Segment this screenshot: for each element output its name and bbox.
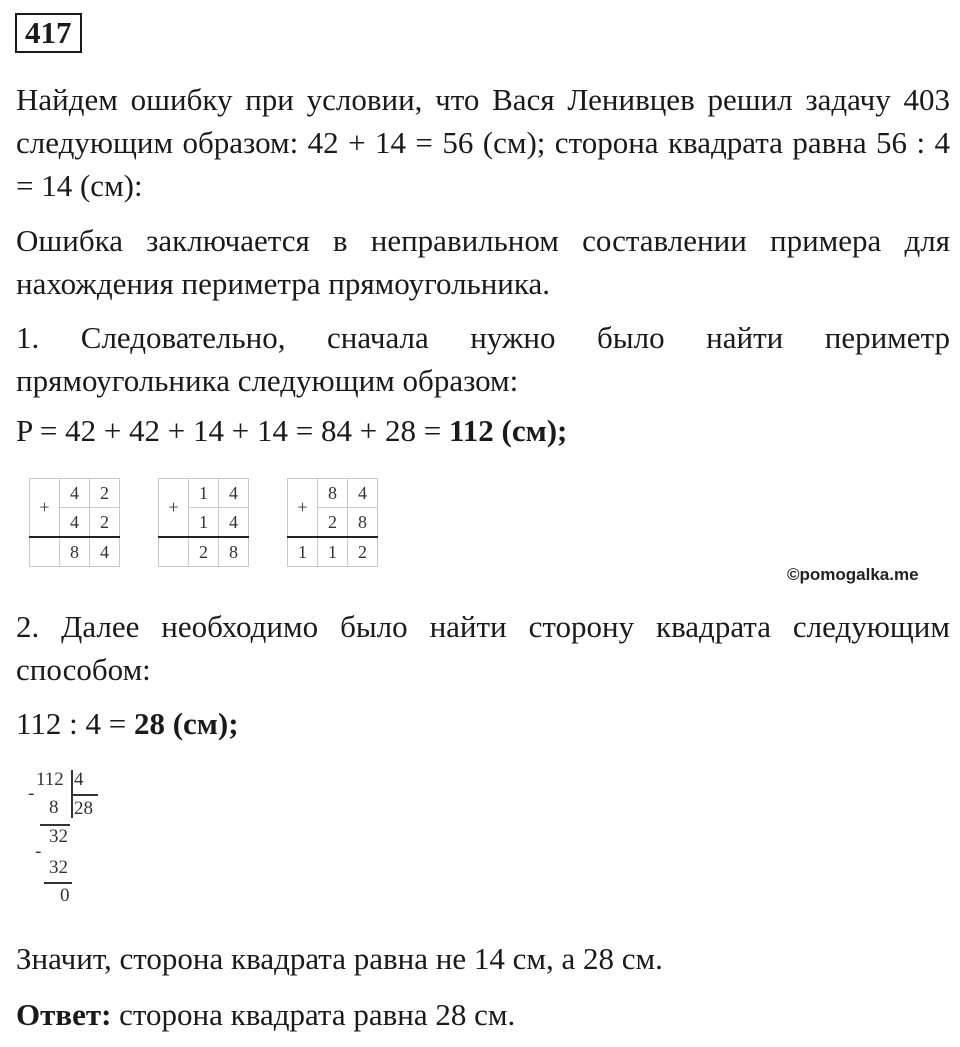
remainder-1: 32 [49,826,68,847]
minus-sign-2: - [35,841,42,862]
minus-sign-1: - [28,783,35,804]
step2-paragraph: 2. Далее необходимо было найти сторону квадрата следующим способом: [16,609,950,687]
conclusion-paragraph: Значит, сторона квадрата равна не 14 см, а 28 см. [16,941,663,976]
digit-cell: 2 [348,537,378,567]
perimeter-calculation [16,409,567,452]
digit-cell: 2 [318,508,348,538]
digit-cell: 8 [348,508,378,538]
digit-cell: 2 [90,508,120,538]
subtrahend-2: 32 [49,857,68,878]
plus-sign: + [159,479,189,538]
digit-cell: 8 [60,537,90,567]
dividend: 112 [36,769,64,790]
digit-cell: 4 [60,479,90,508]
problem-number: 417 [15,13,82,53]
division-expression: 112 : 4 = [16,706,134,741]
digit-cell: 2 [189,537,219,567]
answer-label: Ответ: [16,997,112,1032]
answer-paragraph [16,993,950,1036]
digit-cell: 8 [318,479,348,508]
subtrahend-1: 8 [49,797,59,818]
long-division [28,768,118,918]
error-paragraph: Ошибка заключается в неправильном составлении примера для нахождения периметра прямоугольника. [16,223,950,301]
subtraction-line-2 [44,882,72,884]
step1-paragraph: 1. Следовательно, сначала нужно было найти периметр прямоугольника следующим образом: [16,320,950,398]
column-addition-3 [287,478,378,567]
division-result: 28 (см); [133,706,239,741]
perimeter-result: 112 (см); [448,413,568,448]
perimeter-expression: P = 42 + 42 + 14 + 14 = 84 + 28 = [16,413,449,448]
digit-cell: 4 [348,479,378,508]
digit-cell: 4 [219,508,249,538]
plus-sign: + [30,479,60,538]
column-addition-2 [158,478,249,567]
digit-cell: 8 [219,537,249,567]
quotient: 28 [74,798,93,819]
digit-cell: 1 [189,479,219,508]
quotient-line [72,794,98,796]
answer-text: сторона квадрата равна 28 см. [111,997,516,1032]
divisor: 4 [74,769,84,790]
watermark: ©pomogalka.me [787,565,919,584]
digit-cell: 4 [219,479,249,508]
digit-cell: 2 [90,479,120,508]
digit-cell: 4 [90,537,120,567]
digit-cell: 1 [189,508,219,538]
remainder-2: 0 [60,885,70,906]
digit-cell: 4 [60,508,90,538]
intro-paragraph: Найдем ошибку при условии, что Вася Ленивцев решил задачу 403 следующим образом: 42 + 14 = 56 (см); сторона квадрата равна 56 : 4 = 14 (см): [16,82,950,203]
digit-cell: 1 [318,537,348,567]
digit-cell [30,537,60,567]
plus-sign: + [288,479,318,538]
digit-cell [159,537,189,567]
division-calculation [16,702,239,745]
column-addition-1 [29,478,120,567]
digit-cell: 1 [288,537,318,567]
